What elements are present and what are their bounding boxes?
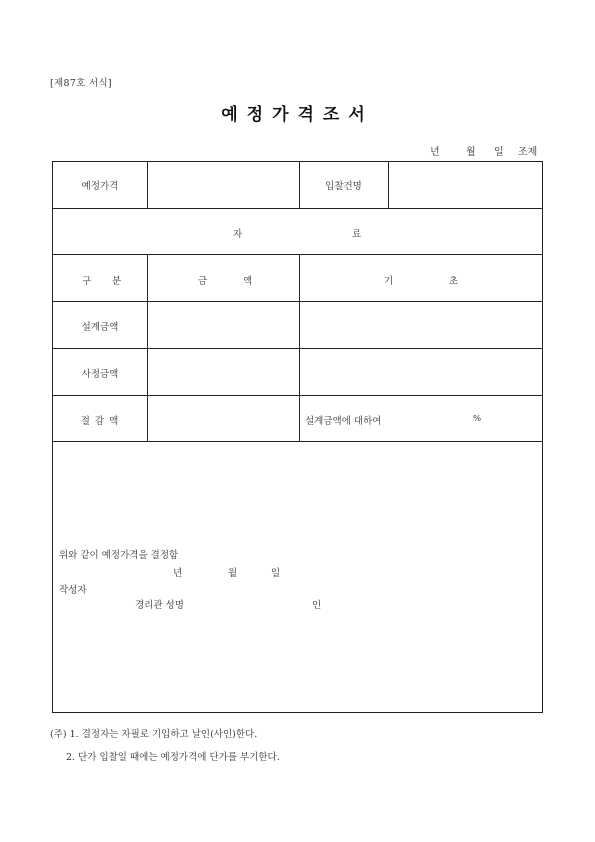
basis-header-char2: 초 [449,276,459,287]
column-divider [147,162,148,208]
amount-header-char1: 금 [198,276,208,287]
decision-month-label: 월 [228,568,238,579]
decision-year-label: 년 [173,568,183,579]
footnote-marker: (주) [50,729,67,740]
footnote-2 [66,749,280,763]
column-divider [147,254,148,441]
accounting-officer-name-label: 경리관 성명 [135,600,184,611]
row-divider [53,348,542,349]
bid-subject-label: 입찰건명 [325,181,362,192]
savings-amount-label: 절 감 액 [80,416,120,427]
footnote-1-text: 1. 결정자는 자필로 기입하고 날인(사인)한다. [69,729,258,740]
row-divider [53,441,542,442]
data-header-char1: 자 [233,229,243,240]
assessed-amount-label: 사정금액 [81,369,119,380]
design-amount-label: 설계금액 [81,322,119,333]
row-divider [53,208,542,209]
category-header-char1: 구 [82,276,92,287]
row-divider [53,301,542,302]
row-divider [53,254,542,255]
column-divider [299,254,300,441]
savings-basis-note: 설계금액에 대하여 [305,416,382,427]
date-day-label: 일 [494,147,504,158]
date-month-label: 월 [466,147,476,158]
form-number: [제87호 서식] [50,78,112,89]
estimated-price-label: 예정가격 [81,181,119,192]
column-divider [388,162,389,208]
category-header-char2: 분 [112,276,122,287]
date-year-label: 년 [430,147,440,158]
date-suffix-label: 조제 [518,147,538,158]
estimate-table [52,161,543,713]
document-title: 예정가격조서 [221,105,374,125]
footnote-1 [50,726,257,740]
decision-day-label: 일 [271,568,281,579]
author-label: 작성자 [59,585,87,596]
preparation-date [430,143,537,158]
percent-unit: % [473,414,482,424]
basis-header-char1: 기 [384,276,394,287]
seal-label: 인 [312,600,322,611]
footnote-2-text: 2. 단가 입찰일 때에는 예정가격에 단가를 부기한다. [66,752,280,763]
decision-statement: 위와 같이 예정가격을 결정함 [59,550,179,561]
amount-header-char2: 액 [243,276,253,287]
row-divider [53,395,542,396]
data-header-char2: 료 [352,229,362,240]
